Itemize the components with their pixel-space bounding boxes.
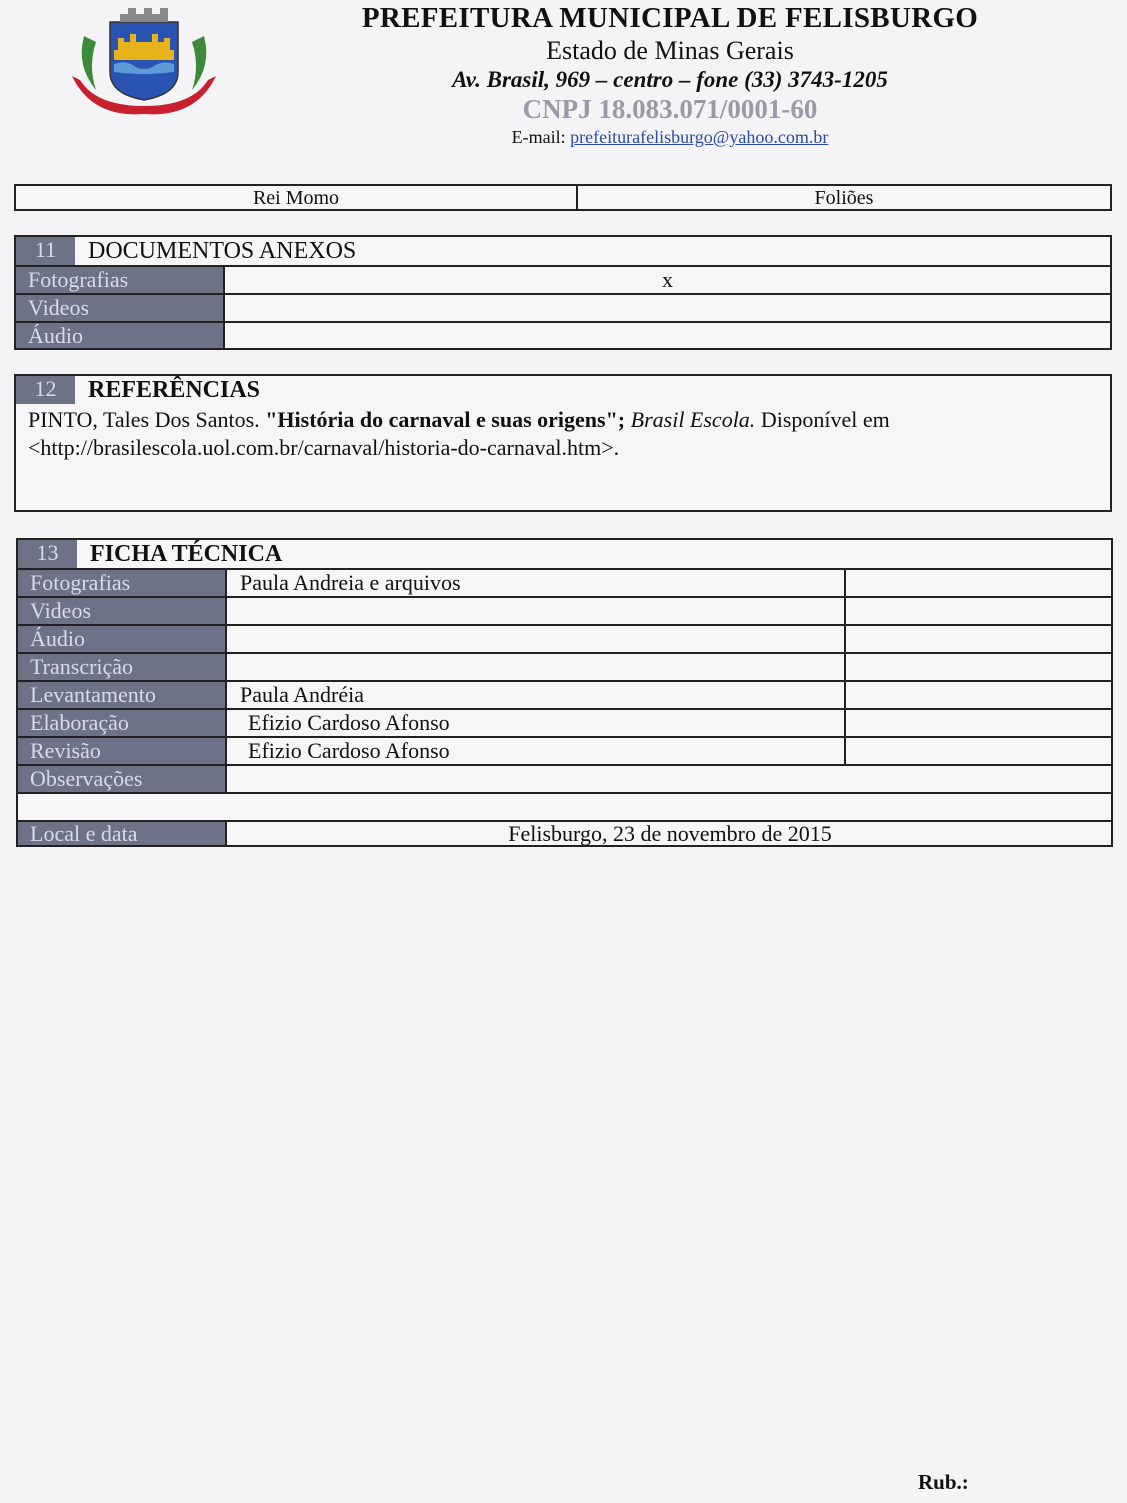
- row-value: Paula Andréia: [240, 682, 365, 707]
- top-row-left: Rei Momo: [252, 187, 340, 209]
- section-number: 12: [16, 376, 75, 404]
- email-label: E-mail:: [511, 127, 566, 147]
- table-row: [18, 624, 1111, 652]
- row-value: Paula Andreia e arquivos: [240, 570, 461, 595]
- table-row: [18, 708, 1111, 736]
- row-value: x: [662, 267, 673, 292]
- row-value: Efizio Cardoso Afonso: [248, 710, 450, 735]
- header-state: Estado de Minas Gerais: [546, 36, 794, 65]
- row-label: Elaboração: [18, 710, 227, 736]
- section-referencias: [14, 374, 1112, 512]
- table-row: [16, 265, 1110, 293]
- table-row: [18, 596, 1111, 624]
- table-row: [18, 764, 1111, 792]
- top-row-table: [14, 184, 1112, 211]
- table-row: [18, 568, 1111, 596]
- row-label: Revisão: [18, 738, 227, 764]
- row-value: Efizio Cardoso Afonso: [248, 738, 450, 763]
- local-date-value: Felisburgo, 23 de novembro de 2015: [508, 821, 832, 846]
- header-cnpj: CNPJ 18.083.071/0001-60: [522, 94, 818, 124]
- section-documentos-anexos: [14, 235, 1112, 350]
- row-label: Fotografias: [16, 267, 225, 293]
- row-label: Áudio: [16, 323, 225, 348]
- row-label: Local e data: [18, 822, 227, 845]
- section-number: 11: [16, 237, 75, 265]
- row-label: Áudio: [18, 626, 227, 652]
- header-title: PREFEITURA MUNICIPAL DE FELISBURGO: [361, 2, 979, 34]
- section-number: 13: [18, 540, 77, 568]
- table-row: [16, 321, 1110, 348]
- table-row: [18, 680, 1111, 708]
- top-row-right: Foliões: [814, 187, 874, 209]
- row-label: Transcrição: [18, 654, 227, 680]
- table-row: [18, 736, 1111, 764]
- reference-text: PINTO, Tales Dos Santos. "História do carnaval e suas origens"; Brasil Escola. Disponível em <http://brasilescola.uol.com.br/carnaval/historia-do-carnaval.htm>.: [28, 407, 890, 460]
- section-title: FICHA TÉCNICA: [90, 541, 283, 567]
- local-date-row: [18, 820, 1111, 845]
- section-title: REFERÊNCIAS: [88, 377, 261, 403]
- row-label: Fotografias: [18, 570, 227, 596]
- row-label: Observações: [18, 766, 227, 792]
- municipal-crest-icon: [62, 6, 226, 118]
- table-row: [18, 652, 1111, 680]
- section-ficha-tecnica: [16, 538, 1113, 847]
- blank-row: [18, 792, 1111, 820]
- header-email-line: [260, 127, 1080, 148]
- table-row: [16, 293, 1110, 321]
- row-label: Levantamento: [18, 682, 227, 708]
- section-title: DOCUMENTOS ANEXOS: [88, 238, 357, 264]
- row-label: Videos: [16, 295, 225, 321]
- email-link[interactable]: prefeiturafelisburgo@yahoo.com.br: [570, 127, 829, 147]
- row-label: Videos: [18, 598, 227, 624]
- header-address: Av. Brasil, 969 – centro – fone (33) 3743-1205: [452, 67, 888, 92]
- rubric-label: Rub.:: [918, 1470, 969, 1494]
